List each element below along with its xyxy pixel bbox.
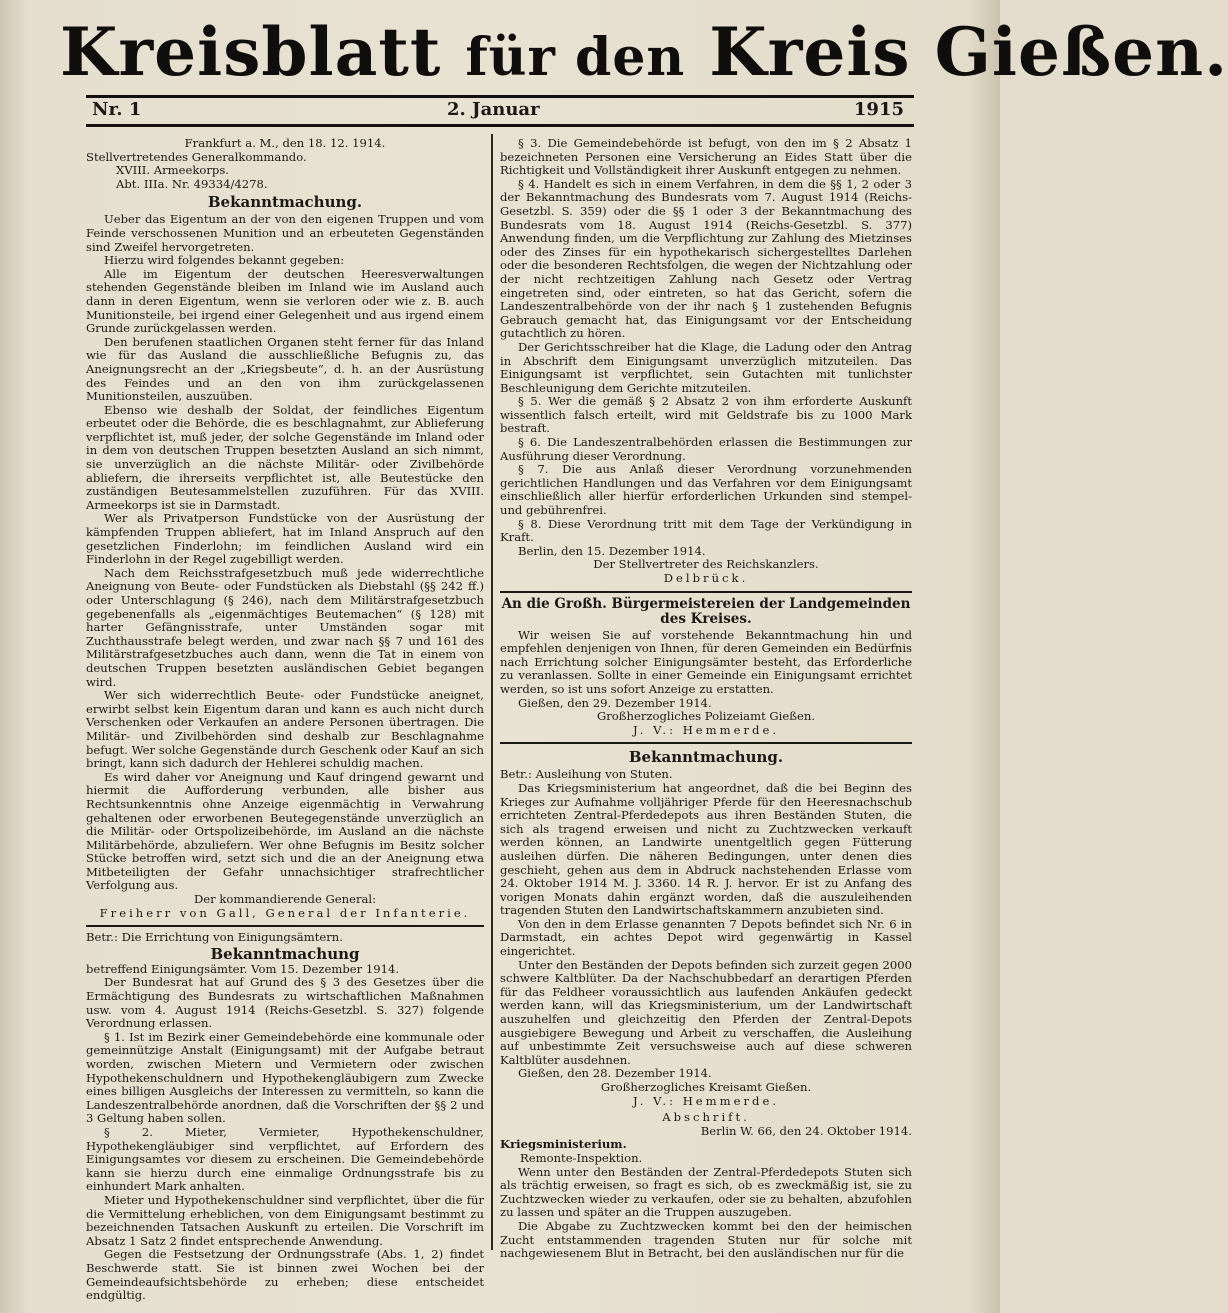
r1-paragraph: § 3. Die Gemeindebehörde ist befugt, von den im § 2 Absatz 1 bezeichneten Personen eine Versicherung an Eides Statt über die Richtigkeit und Vollständigkeit ihrer Auskunft entgegen zu nehmen. [500, 136, 912, 178]
section-divider [500, 742, 912, 744]
a2-subheading: betreffend Einigungsämter. Vom 15. Dezember 1914. [86, 961, 400, 976]
r3-paragraph: Das Kriegsministerium hat angeordnet, daß die bei Beginn des Krieges zur Aufnahme volljähriger Pferde für den Heeresnachschub errichteten Zentral-Pferdedepots aus ihren Beständen Stuten, die sich als tragend erweisen und nicht zu Zuchtzwecken verkauft werden können, an Landwirte unentgeltlich gegen Fütterung ausleihen dürfen. Die näheren Bedingungen, unter denen dies geschieht, gehen aus dem in Abdruck nachstehenden Erlasse vom 24. Oktober 1914 M. J. 3360. 14 R. J. hervor. Er ist zu Anfang des vorigen Monats dahin ergänzt worden, daß die auszuleihenden tragenden Stuten den Landwirtschaftskammern anzubieten sind. [500, 780, 912, 918]
r3-copy-place-date: Berlin W. 66, den 24. Oktober 1914. [700, 1123, 912, 1138]
a1-signature-title: Der kommandierende General: [193, 892, 377, 907]
section-divider [500, 591, 912, 593]
a1-paragraph: Den berufenen staatlichen Organen steht ferner für das Inland wie für das Ausland die ausschließliche Befugnis zu, das Aneignungsrecht an der „Kriegsbeute“, d. h. an der Ausrüstung des Feindes und an den von ihm zurückgelassenen Munitionsteilen, auszuüben. [86, 334, 484, 404]
issue-line [92, 99, 904, 123]
a2-heading: Bekanntmachung [210, 944, 360, 963]
r3-paragraph: Wenn unter den Beständen der Zentral-Pferdedepots Stuten sich als trächtig erweisen, so fragt es sich, ob es zweckmäßig ist, sie zu Zuchtzwecken wieder zu verkaufen, oder sie zu behalten, abzufohlen zu lassen und später an die Truppen auszugeben. [500, 1164, 912, 1220]
issue-number: Nr. 1 [92, 99, 142, 120]
right-column [500, 137, 912, 1261]
left-column [86, 137, 484, 1303]
a1-paragraph: Alle im Eigentum der deutschen Heeresverwaltungen stehenden Gegenstände bleiben im Inland wie im Ausland auch dann in deren Eigentum, wenn sie verloren oder wie z. B. auch Munitionsteile, bei irgend einer Gelegenheit und aus irgend einem Grunde zurückgelassen werden. [86, 266, 484, 336]
r1-paragraph: Der Gerichtsschreiber hat die Klage, die Ladung oder den Antrag in Abschrift dem Einigungsamt unverzüglich mitzuteilen. Das Einigungsamt ist verpflichtet, sein Gutachten mit tunlichster Beschleunigung dem Gerichte mitzuteilen. [500, 339, 912, 395]
a1-paragraph: Ueber das Eigentum an der von den eigenen Truppen und vom Feinde verschossenen Munition und an erbeuteten Gegenständen sind Zweifel hervorgetreten. [86, 212, 484, 254]
a1-paragraph: Wer als Privatperson Fundstücke von der Ausrüstung der kämpfenden Truppen abliefert, hat im Inland Anspruch auf den gesetzlichen Finderlohn; im feindlichen Ausland wird ein Finderlohn in der Regel zugebilligt werden. [86, 511, 484, 567]
a1-paragraph: Es wird daher vor Aneignung und Kauf dringend gewarnt und hiermit die Aufforderung verbunden, alle bisher aus Rechtsunkenntnis ohne Anzeige eigenmächtig in Verwahrung gehaltenen oder erworbenen Beutegegenstände unverzüglich an die Militär- oder Ortspolizeibehörde, im Ausland an die nächste Militärbehörde, abzuliefern. Wer ohne Befugnis im Besitz solcher Stücke betroffen wird, setzt sich und die an der Aneignung etwa Mitbeteiligten der Gefahr unnachsichtiger strafrechtlicher Verfolgung aus. [86, 769, 484, 893]
r3-copy-label: Abschrift. [662, 1110, 750, 1125]
r2-signature-title: Großherzogliches Polizeiamt Gießen. [596, 709, 816, 724]
masthead-title-c: Kreis Gießen. [709, 13, 1228, 91]
r2-signature: J. V.: Hemmerde. [632, 722, 780, 737]
a1-signature: Freiherr von Gall, General der Infanterie. [99, 905, 471, 920]
column-divider [491, 134, 493, 1250]
a1-ref: Abt. IIIa. Nr. 49334/4278. [116, 176, 268, 191]
masthead-rule-top [86, 95, 914, 98]
r2-heading: An die Großh. Bürgermeistereien der Landgemeinden des Kreises. [501, 595, 911, 627]
r2-paragraph: Wir weisen Sie auf vorstehende Bekanntmachung hin und empfehlen denjenigen von Ihnen, für deren Gemeinden ein Bedürfnis nach Errichtung solcher Einigungsämter besteht, das Erforderliche zu veranlassen. Sollte in einer Gemeinde ein Einigungsamt errichtet werden, so ist uns sofort Anzeige zu erstatten. [500, 627, 912, 696]
a1-paragraph: Nach dem Reichsstrafgesetzbuch muß jede widerrechtliche Aneignung von Beute- oder Fundstücken als Diebstahl (§§ 242 ff.) oder Unterschlagung (§ 246), nach dem Militärstrafgesetzbuch gegebenenfalls als „eigenmächtiges Beutemachen“ (§ 128) mit harter Gefängnisstrafe, unter Umständen sogar mit Zuchthausstrafe belegt werden, und zwar nach §§ 7 und 161 des Militärstrafgesetzbuches auch dann, wenn die Tat in einem von deutschen Truppen besetzten ausländischen Gebiet begangen wird. [86, 565, 484, 689]
r3-heading: Bekanntmachung. [628, 748, 784, 767]
a2-paragraph: Gegen die Festsetzung der Ordnungsstrafe (Abs. 1, 2) findet Beschwerde statt. Sie ist binnen zwei Wochen bei der Gemeindeaufsichtsbehörde zu erheben; diese entscheidet endgültig. [86, 1247, 484, 1303]
r2-place-date: Gießen, den 29. Dezember 1914. [518, 695, 712, 710]
a2-paragraph: Der Bundesrat hat auf Grund des § 3 des Gesetzes über die Ermächtigung des Bundesrats zu wirtschaftlichen Maßnahmen usw. vom 4. August 1914 (Reichs-Gesetzbl. S. 327) folgende Verordnung erlassen. [86, 975, 484, 1031]
a2-paragraph: Mieter und Hypothekenschuldner sind verpflichtet, über die für die Vermittelung erheblichen, von dem Einigungsamt bestimmt zu bezeichnenden Tatsachen Auskunft zu erteilen. Die Vorschrift im Absatz 1 Satz 2 findet entsprechende Anwendung. [86, 1192, 484, 1248]
r3-betr: Betr.: Ausleihung von Stuten. [500, 767, 673, 782]
a1-paragraph: Hierzu wird folgendes bekannt gegeben: [104, 253, 345, 268]
r3-ministry: Kriegsministerium. [500, 1137, 627, 1152]
r3-paragraph: Von den in dem Erlasse genannten 7 Depots befindet sich Nr. 6 in Darmstadt, ein achtes Depot wird gegenwärtig in Kassel eingerichtet. [500, 916, 912, 959]
masthead-title-a: Kreisblatt [60, 13, 442, 91]
r3-signature: J. V.: Hemmerde. [632, 1093, 780, 1108]
r1-paragraph: § 7. Die aus Anlaß dieser Verordnung vorzunehmenden gerichtlichen Handlungen und das Verfahren vor dem Einigungsamt einschließlich aller hierfür erforderlichen Urkunden sind stempel- und gebührenfrei. [500, 462, 912, 518]
masthead-title-b: für den [465, 27, 686, 88]
a1-paragraph: Ebenso wie deshalb der Soldat, der feindliches Eigentum erbeutet oder die Behörde, die es beschlagnahmt, zur Ablieferung verpflichtet ist, muß jeder, der solche Gegenstände im Inland oder in dem von deutschen Truppen besetzten Ausland an sich nimmt, sie unverzüglich an die nächste Militär- oder Zivilbehörde abliefern, die ihrerseits verpflichtet ist, alle Beutestücke den zuständigen Beutesammelstellen zuzuführen. Für das XVIII. Armeekorps ist sie in Darmstadt. [86, 402, 484, 512]
a2-betr: Betr.: Die Errichtung von Einigungsämtern. [86, 930, 343, 945]
r1-signature-title: Der Stellvertreter des Reichskanzlers. [593, 557, 819, 572]
a1-heading: Bekanntmachung. [207, 193, 363, 212]
r3-signature-title: Großherzogliches Kreisamt Gießen. [600, 1080, 812, 1094]
issue-date: 2. Januar [447, 99, 540, 120]
a1-paragraph: Wer sich widerrechtlich Beute- oder Fundstücke aneignet, erwirbt selbst kein Eigentum daran und kann es auch nicht durch Verschenken oder Verkaufen an andere Personen übertragen. Die Militär- und Zivilbehörden sind deshalb zur Beschlagnahme befugt. Wer solche Gegenstände durch Geschenk oder Kauf an sich bringt, kann sich dadurch der Hehlerei schuldig machen. [86, 688, 484, 771]
a2-paragraph: § 2. Mieter, Vermieter, Hypothekenschuldner, Hypothekengläubiger sind verpflichtet, auf Erfordern des Einigungsamtes vor diesem zu erscheinen. Die Gemeindebehörde kann sie hierzu durch eine einmalige Ordnungsstrafe bis zu einhundert Mark anhalten. [86, 1124, 484, 1194]
section-divider [86, 925, 484, 927]
a2-paragraph: § 1. Ist im Bezirk einer Gemeindebehörde eine kommunale oder gemeinnützige Anstalt (Einigungsamt) mit der Aufgabe betraut worden, zwischen Mietern und Vermietern oder zwischen Hypothekenschuldnern und Hypothekengläubigern zum Zwecke eines billigen Ausgleichs der Interessen zu vermitteln, so kann die Landeszentralbehörde anordnen, daß die Vorschriften der §§ 2 und 3 Geltung haben sollen. [86, 1029, 484, 1126]
masthead [60, 8, 1228, 96]
r1-paragraph: § 6. Die Landeszentralbehörden erlassen die Bestimmungen zur Ausführung dieser Verordnung. [500, 435, 912, 463]
r1-paragraph: § 8. Diese Verordnung tritt mit dem Tage der Verkündigung in Kraft. [500, 516, 912, 545]
r1-signature: Delbrück. [663, 571, 749, 585]
issue-year: 1915 [853, 99, 904, 120]
a1-org: Stellvertretendes Generalkommando. [86, 149, 307, 164]
a1-place-date: Frankfurt a. M., den 18. 12. 1914. [184, 136, 386, 150]
r3-paragraph: Unter den Beständen der Depots befinden sich zurzeit gegen 2000 schwere Kaltblüter. Da der Nachschubbedarf an derartigen Pferden für das Feldheer voraussichtlich aus laufenden Ankäufen gedeckt werden kann, will das Kriegsministerium, um der Landwirtschaft auszuhelfen und gleichzeitig den Pferden der Zentral-Depots ausgiebigere Bewegung und Arbeit zu verschaffen, die Ausleihung auf unbestimmte Zeit versuchsweise auch auf diese schweren Kaltblüter ausdehnen. [500, 957, 912, 1067]
r3-department: Remonte-Inspektion. [520, 1150, 643, 1165]
r3-place-date: Gießen, den 28. Dezember 1914. [518, 1066, 712, 1081]
masthead-rule-bottom [86, 124, 914, 127]
a1-corps: XVIII. Armeekorps. [116, 163, 229, 178]
r1-paragraph: § 5. Wer die gemäß § 2 Absatz 2 von ihm erforderte Auskunft wissentlich falsch erteilt, wird mit Geldstrafe bis zu 1000 Mark bestraft. [500, 394, 912, 436]
r1-place-date: Berlin, den 15. Dezember 1914. [518, 543, 706, 558]
r1-paragraph: § 4. Handelt es sich in einem Verfahren, in dem die §§ 1, 2 oder 3 der Bekanntmachung des Bundesrats vom 7. August 1914 (Reichs-Gesetzbl. S. 359) oder die §§ 1 oder 3 der Bekanntmachung des Bundesrats vom 18. August 1914 (Reichs-Gesetzbl. S. 377) Anwendung finden, um die Verpflichtung zur Zahlung des Mietzinses oder des Zinses für ein hypothekarisch sichergestelltes Darlehen oder die besonderen Rechtsfolgen, die wegen der Nichtzahlung oder der nicht rechtzeitigen Zahlung nach Gesetz oder Vertrag eingetreten sind, oder eintreten, so hat das Gericht, sofern die Landeszentralbehörde von der ihr nach § 1 zustehenden Befugnis Gebrauch gemacht hat, das Einigungsamt vor der Entscheidung gutachtlich zu hören. [500, 176, 912, 341]
r3-paragraph: Die Abgabe zu Zuchtzwecken kommt bei den der heimischen Zucht entstammenden tragenden Stuten nur für solche mit nachgewiesenem Blut in Betracht, bei den ausländischen nur für die [500, 1218, 912, 1261]
